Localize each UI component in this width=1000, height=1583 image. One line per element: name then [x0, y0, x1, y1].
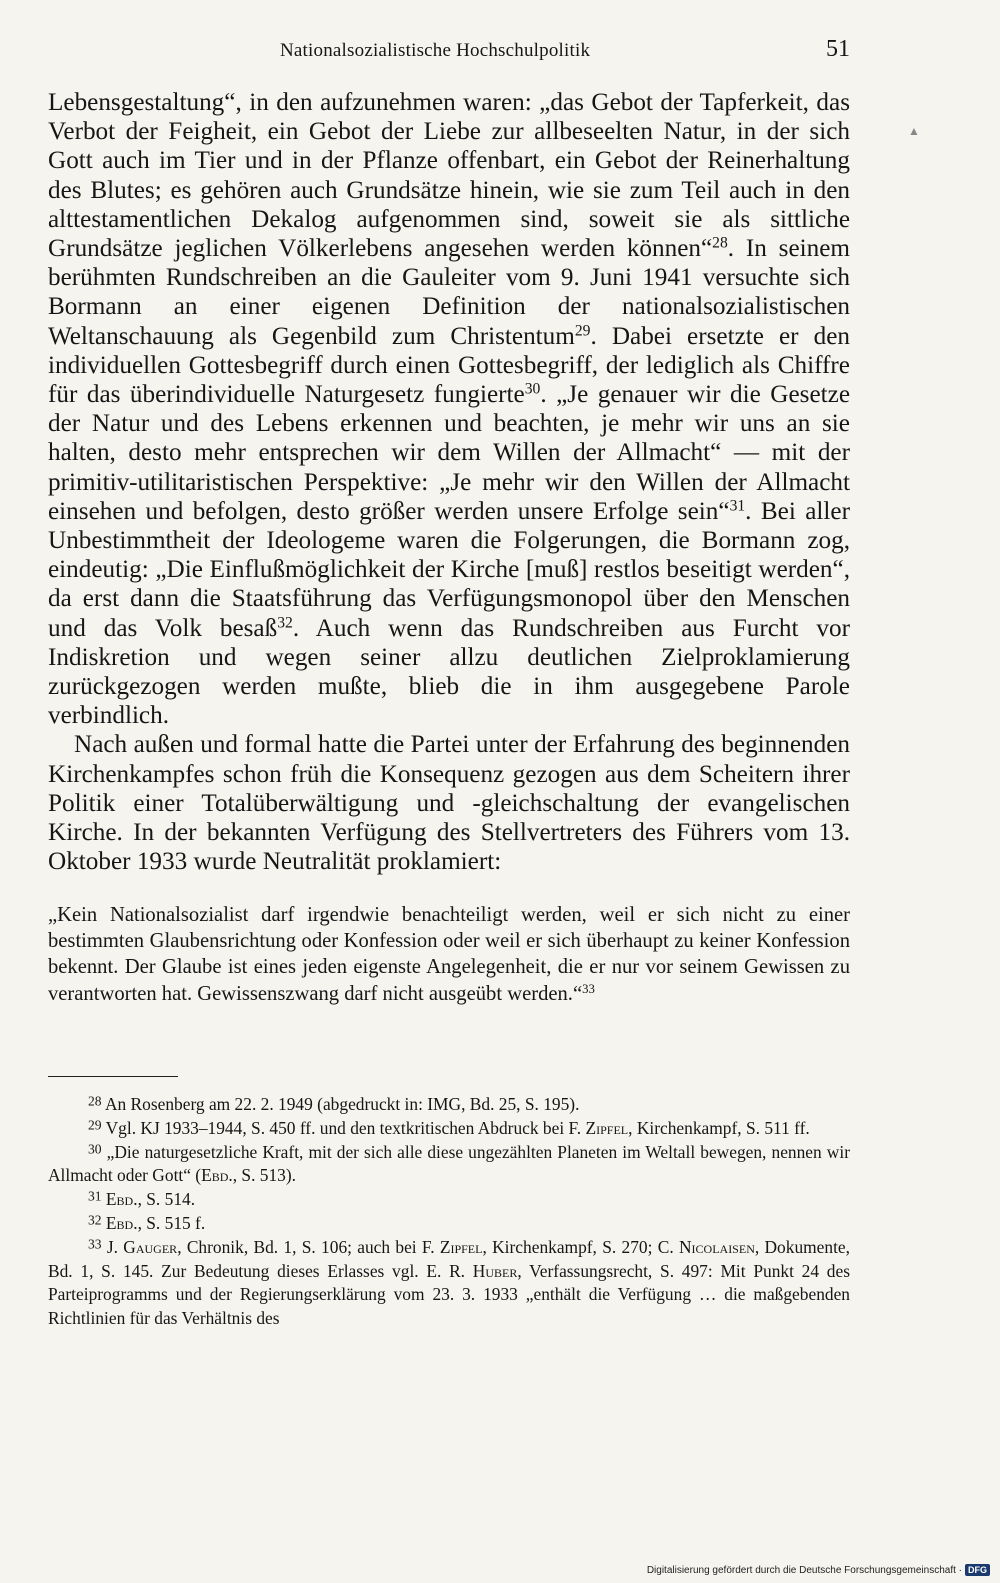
footnote-number: 28 [88, 1093, 102, 1109]
running-title: Nationalsozialistische Hochschulpolitik [280, 40, 591, 61]
block-quote [48, 902, 850, 1007]
ibid-mark: Ebd. [201, 1165, 233, 1186]
footnote-ref-29[interactable]: 29 [574, 322, 591, 340]
footnote-ref-31[interactable]: 31 [729, 497, 746, 515]
footnote-ref-28[interactable]: 28 [712, 234, 728, 252]
paragraph-1 [48, 88, 850, 730]
author-name: Gauger [123, 1236, 178, 1257]
footnote-number: 30 [88, 1140, 102, 1156]
footnote-text: , Kirchenkampf, S. 270; C. [482, 1236, 679, 1257]
footnote-number: 29 [88, 1117, 102, 1133]
author-name: Nicolaisen [678, 1236, 755, 1257]
author-name: Zipfel [439, 1236, 483, 1257]
footnote-32 [48, 1212, 850, 1236]
footnote-text: , S. 515 f. [137, 1212, 206, 1233]
text-run: . „Je genauer wir die Gesetze der Natur und des Lebens erkennen und beachten, je mehr wir uns an sie halten, desto mehr entsprechen wir dem Willen der Allmacht“ — mit der primitiv-utilitaristischen Perspektive: „Je mehr wir den Willen der Allmacht einsehen und befolgen, desto größer werden unsere Erfolge sein“ [48, 381, 850, 525]
main-text [48, 88, 850, 876]
footnote-number: 31 [88, 1188, 102, 1204]
footnote-text: „Die naturgesetzliche Kraft, mit der sich alle diese ungezählten Planeten im Weltall bewegen, nennen wir Allmacht oder Gott“ ( [48, 1141, 850, 1186]
page-number: 51 [826, 36, 850, 62]
footnote-text: , Chronik, Bd. 1, S. 106; auch bei F. [177, 1236, 440, 1257]
text-run: . Dabei ersetzte er den individuellen Gottesbegriff durch einen Gottesbegriff, der lediglich als Chiffre für das überindividuelle Naturgesetz fungierte [48, 322, 850, 409]
text-run: . In seinem berühmten Rundschreiben an die Gauleiter vom 9. Juni 1941 versuchte sich Bormann an einer eigenen Definition der nationalsozialistischen Weltanschauung als Gegenbild zum Christentum [48, 235, 850, 350]
footnote-text: , Kirchenkampf, S. 511 ff. [628, 1117, 810, 1138]
text-run: . Bei aller Unbestimmtheit der Ideologeme waren die Folgerungen, die Bormann zog, eindeutig: „Die Einflußmöglichkeit der Kirche [muß] restlos beseitigt werden“, da erst dann die Staatsführung das Verfügungsmonopol über den Menschen und das Volk besaß [48, 497, 850, 642]
footnote-text: , Dokumente, Bd. 1, S. 145. Zur Bedeutung dieses Erlasses vgl. E. R. [48, 1236, 850, 1281]
footnote-ref-33[interactable]: 33 [582, 981, 595, 996]
dfg-logo-icon: DFG [965, 1564, 990, 1576]
footnote-30 [48, 1141, 850, 1189]
footnote-28 [48, 1093, 850, 1117]
author-name: Huber [472, 1260, 518, 1281]
ibid-mark: Ebd. [105, 1189, 138, 1210]
footnote-number: 32 [88, 1212, 102, 1228]
paragraph-2: Nach außen und formal hatte die Partei unter der Erfahrung des beginnenden Kirchenkampfes schon früh die Konsequenz gezogen aus dem Scheitern ihrer Politik einer Totalüberwältigung und -gleichschaltung der evangelischen Kirche. In der bekannten Verfügung des Stellvertreters des Führers vom 13. Oktober 1933 wurde Neutralität proklamiert: [48, 731, 850, 876]
footnote-text: Vgl. KJ 1933–1944, S. 450 ff. und den textkritischen Abdruck bei F. [105, 1117, 586, 1138]
footnote-text: , S. 513). [232, 1165, 297, 1186]
footnote-text: , S. 514. [137, 1189, 196, 1210]
text-run: . Auch wenn das Rundschreiben aus Furcht vor Indiskretion und wegen seiner allzu deutlichen Zielproklamierung zurückgezogen werden mußte, blieb die in ihm ausgegebene Parole verbindlich. [48, 614, 850, 730]
margin-mark: ▲ [908, 124, 920, 138]
quote-text: „Kein Nationalsozialist darf irgendwie benachteiligt werden, weil er sich nicht zu einer bestimmten Glaubensrichtung oder Konfession oder weil er sich überhaupt zu keiner Konfession bekennt. Der Glaube ist eines jeden eigenste Angelegenheit, die er nur vor seinem Gewissen zu verantworten hat. Gewissenszwang darf nicht ausgeübt werden.“ [48, 904, 850, 1005]
footnote-text: An Rosenberg am 22. 2. 1949 (abgedruckt in: IMG, Bd. 25, S. 195). [104, 1094, 580, 1114]
footnote-31 [48, 1188, 850, 1212]
funding-note [647, 1561, 990, 1579]
footnote-text: , Verfassungsrecht, S. 497: Mit Punkt 24 des Parteiprogramms und der Regierungserklärung vom 23. 3. 1933 „enthält die Verfügung … die maßgebenden Richtlinien für das Verhältnis des [48, 1260, 850, 1329]
footnotes [48, 1093, 850, 1331]
footnote-29 [48, 1117, 850, 1141]
author-name: Zipfel [585, 1117, 629, 1138]
text-run: Lebensgestaltung“, in den aufzunehmen waren: „das Gebot der Tapferkeit, das Verbot der Feigheit, ein Gebot der Liebe zur allbeseelten Natur, in der sich Gott auch im Tier und in der Pflanze offenbart, ein Gebot der Reinerhaltung des Blutes; es gehören auch Grundsätze hinein, wie sie zum Teil auch in den alttestamentlichen Dekalog aufgenommen sind, soweit sie als sittliche Grundsätze jeglichen Völkerlebens angesehen werden können“ [48, 89, 850, 263]
running-head [48, 36, 850, 74]
ibid-mark: Ebd. [105, 1212, 138, 1233]
footnote-text: J. [106, 1236, 124, 1257]
footnote-number: 33 [88, 1236, 102, 1252]
footnote-33 [48, 1236, 850, 1331]
footnote-ref-30[interactable]: 30 [524, 380, 541, 398]
funding-text: Digitalisierung gefördert durch die Deutsche Forschungsgemeinschaft · [646, 1564, 962, 1576]
footnote-divider [48, 1076, 178, 1077]
footnote-ref-32[interactable]: 32 [277, 614, 293, 632]
